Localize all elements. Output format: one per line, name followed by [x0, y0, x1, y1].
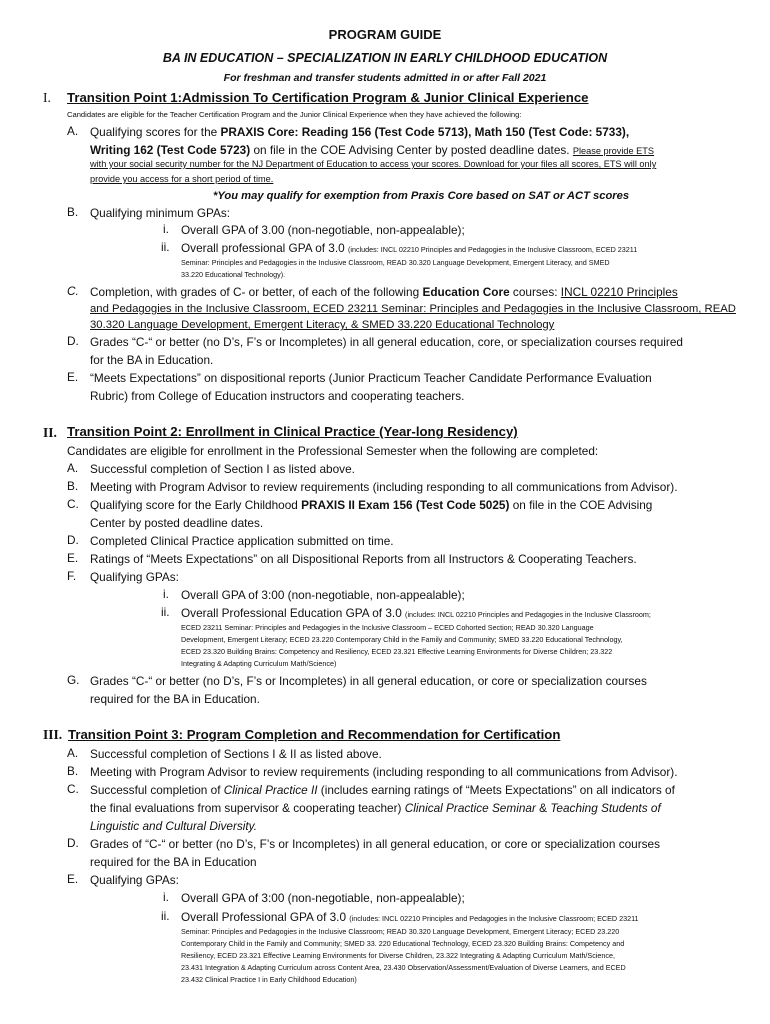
- admission-note: For freshman and transfer students admitted in or after Fall 2021: [223, 72, 547, 84]
- s3-c-line1: [90, 782, 675, 798]
- s3-a-text: Successful completion of Sections I & II as listed above.: [90, 747, 382, 761]
- core-course-list: 30.320 Language Development, Emergent Literacy, & SMED 33.220 Educational Technology: [90, 319, 555, 331]
- s1-c-text: Completion, with grades of C- or better, of each of the following: [90, 285, 423, 299]
- subitem-label: i.: [163, 587, 169, 601]
- course-list: ECED 23.320 Building Brains: Competency and Resiliency, ECED 23.321 Effective Learning Environments for Diverse Children; 23.322: [181, 647, 613, 656]
- s1-e-text: Rubric) from College of Education instructors and cooperating teachers.: [90, 389, 465, 403]
- ets-note: Please provide ETS: [572, 146, 655, 156]
- education-core-label: Education Core: [422, 285, 510, 299]
- s2-f-ii-line1: [181, 605, 651, 623]
- subitem-label: ii.: [161, 605, 170, 619]
- subitem-label: i.: [163, 890, 169, 904]
- section-1-intro: Candidates are eligible for the Teacher Certification Program and the Junior Clinical Experience when they have achieved the following:: [67, 110, 522, 119]
- item-label: C.: [67, 497, 79, 511]
- course-title: Clinical Practice Seminar: [404, 801, 536, 815]
- course-list: (includes: INCL 02210 Principles and Pedagogies in the Inclusive Classroom;: [405, 610, 651, 619]
- item-label: D.: [67, 533, 79, 547]
- item-label: C.: [67, 782, 79, 796]
- s2-g-text: Grades “C-“ or better (no D’s, F’s or Incompletes) in all general education, or core or specialization courses: [90, 674, 647, 688]
- page-title: PROGRAM GUIDE: [328, 27, 442, 42]
- section-2-intro: Candidates are eligible for enrollment in the Professional Semester when the following are completed:: [67, 444, 599, 458]
- section-1-number: I.: [43, 90, 51, 105]
- section-1-heading: Transition Point 1:Admission To Certification Program & Junior Clinical Experience: [67, 90, 589, 105]
- course-list: 33.220 Educational Technology).: [181, 270, 286, 279]
- course-list: Seminar: Principles and Pedagogies in the Inclusive Classroom, READ 30.320 Language Development, Emergent Literacy, and SMED: [181, 258, 610, 267]
- s3-b-text: Meeting with Program Advisor to review requirements (including responding to all communications from Advisor).: [90, 765, 678, 779]
- s1-b-ii-line1: [181, 240, 637, 258]
- s3-c-line2: [90, 800, 661, 816]
- course-list: Contemporary Child in the Family and Community; SMED 33. 220 Educational Technology, ECED 23.320 Building Brains: Competency and: [181, 939, 625, 948]
- section-2-heading: Transition Point 2: Enrollment in Clinical Practice (Year-long Residency): [67, 424, 518, 439]
- s1-a-text: Qualifying scores for the: [90, 125, 221, 139]
- s3-d-text: Grades of “C-“ or better (no D’s, F’s or Incompletes) in all general education, or core or specialization courses: [90, 837, 661, 851]
- item-label: F.: [67, 569, 77, 583]
- s1-b-ii-text: Overall professional GPA of 3.0: [181, 241, 348, 255]
- s2-e-text: Ratings of “Meets Expectations” on all Dispositional Reports from all Instructors & Cooperating Teachers.: [90, 552, 637, 566]
- item-label: B.: [67, 764, 79, 778]
- s2-f-text: Qualifying GPAs:: [90, 570, 179, 584]
- course-list: Seminar: Principles and Pedagogies in the Inclusive Classroom; READ 30.320 Language Development, Emergent Literacy; ECED 23.220: [181, 927, 620, 936]
- s3-e-ii-line1: [181, 909, 639, 927]
- core-course-list: and Pedagogies in the Inclusive Classroom, ECED 23211 Seminar: Principles and Pedagogies in the Inclusive Classroom, READ: [90, 303, 736, 315]
- course-list: (includes: INCL 02210 Principles and Pedagogies in the Inclusive Classroom, ECED 23211: [348, 245, 638, 254]
- core-course-list: INCL 02210 Principles: [560, 285, 678, 299]
- s1-d-text: Grades “C-“ or better (no D’s, F’s or Incompletes) in all general education, core, or specialization courses required: [90, 335, 683, 349]
- s1-e-text: “Meets Expectations” on dispositional reports (Junior Practicum Teacher Candidate Performance Evaluation: [90, 371, 652, 385]
- s3-e-ii-text: Overall Professional GPA of 3.0: [181, 910, 350, 924]
- s2-f-ii-text: Overall Professional Education GPA of 3.0: [181, 606, 406, 620]
- subitem-label: i.: [163, 222, 169, 236]
- s3-c-text: Successful completion of: [90, 783, 224, 797]
- item-label: A.: [67, 461, 79, 475]
- s1-a-text: on file in the COE Advising Center by posted deadline dates.: [250, 143, 573, 157]
- item-label: C.: [67, 284, 79, 298]
- praxis-exemption-note: *You may qualify for exemption from Praxis Core based on SAT or ACT scores: [213, 190, 630, 202]
- praxis-core-scores: PRAXIS Core: Reading 156 (Test Code 5713), Math 150 (Test Code: 5733),: [220, 125, 630, 139]
- s1-c-text: courses:: [509, 285, 561, 299]
- s2-d-text: Completed Clinical Practice application submitted on time.: [90, 534, 394, 548]
- s3-c-text: &: [535, 801, 551, 815]
- s1-a-line1: [90, 124, 629, 140]
- item-label: E.: [67, 872, 79, 886]
- s2-c-text: on file in the COE Advising: [509, 498, 653, 512]
- section-2-number: II.: [43, 425, 57, 440]
- item-label: E.: [67, 370, 79, 384]
- praxis-writing-score: Writing 162 (Test Code 5723): [90, 143, 251, 157]
- s2-g-text: required for the BA in Education.: [90, 692, 260, 706]
- item-label: B.: [67, 479, 79, 493]
- item-label: D.: [67, 334, 79, 348]
- section-3-number: III.: [43, 727, 63, 742]
- item-label: E.: [67, 551, 79, 565]
- s1-d-text: for the BA in Education.: [90, 353, 214, 367]
- s2-f-i-text: Overall GPA of 3:00 (non-negotiable, non-appealable);: [181, 588, 465, 602]
- s2-a-text: Successful completion of Section I as listed above.: [90, 462, 355, 476]
- s3-c-text: (includes earning ratings of “Meets Expectations” on all indicators of: [317, 783, 675, 797]
- s3-d-text: required for the BA in Education: [90, 855, 257, 869]
- s1-a-line2: [90, 142, 654, 159]
- course-list: Resiliency, ECED 23.321 Effective Learning Environments for Diverse Children, 23.322 Integrating & Adapting Curriculum Math/Science,: [181, 951, 615, 960]
- course-list: Development, Emergent Literacy; ECED 23.220 Contemporary Child in the Family and Community; SMED 33.220 Educational Technology,: [181, 635, 623, 644]
- s2-b-text: Meeting with Program Advisor to review requirements (including responding to all communications from Advisor).: [90, 480, 678, 494]
- course-title: Teaching Students of: [550, 801, 661, 815]
- program-subtitle: BA IN EDUCATION – SPECIALIZATION IN EARLY CHILDHOOD EDUCATION: [162, 51, 608, 65]
- course-list: 23.431 Integration & Adapting Curriculum across Content Area, 23.430 Observation/Assessment/Evaluation of Diverse Learners, and ECED: [181, 963, 626, 972]
- s2-c-text: Center by posted deadline dates.: [90, 516, 264, 530]
- item-label: A.: [67, 124, 79, 138]
- ets-note-line: provide you access for a short period of time.: [90, 174, 274, 184]
- s1-b-i-text: Overall GPA of 3.00 (non-negotiable, non-appealable);: [181, 223, 465, 237]
- s2-c-text: Qualifying score for the Early Childhood: [90, 498, 302, 512]
- praxis-ii-score: PRAXIS II Exam 156 (Test Code 5025): [301, 498, 510, 512]
- subitem-label: ii.: [161, 909, 170, 923]
- course-title: Linguistic and Cultural Diversity.: [90, 819, 257, 833]
- item-label: G.: [67, 673, 80, 687]
- course-list: Integrating & Adapting Curriculum Math/Science): [181, 659, 337, 668]
- course-list: (includes: INCL 02210 Principles and Pedagogies in the Inclusive Classroom; ECED 23211: [349, 914, 639, 923]
- s3-c-text: the final evaluations from supervisor & cooperating teacher): [90, 801, 405, 815]
- item-label: A.: [67, 746, 79, 760]
- item-label: D.: [67, 836, 79, 850]
- s2-c-line1: [90, 497, 652, 513]
- course-title: Clinical Practice II: [223, 783, 318, 797]
- s1-c-line1: [90, 284, 678, 300]
- section-3-heading: Transition Point 3: Program Completion and Recommendation for Certification: [68, 727, 561, 742]
- s1-b-text: Qualifying minimum GPAs:: [90, 206, 231, 220]
- subitem-label: ii.: [161, 240, 170, 254]
- course-list: 23.432 Clinical Practice I in Early Childhood Education): [181, 975, 357, 984]
- item-label: B.: [67, 205, 79, 219]
- s3-e-text: Qualifying GPAs:: [90, 873, 179, 887]
- ets-note-line: with your social security number for the NJ Department of Education to access your scores. Download for your files all scores, ETS will only: [90, 159, 657, 169]
- s3-e-i-text: Overall GPA of 3:00 (non-negotiable, non-appealable);: [181, 891, 465, 905]
- course-list: ECED 23211 Seminar: Principles and Pedagogies in the Inclusive Classroom – ECED Cohorted Section; READ 30.320 Language: [181, 623, 594, 632]
